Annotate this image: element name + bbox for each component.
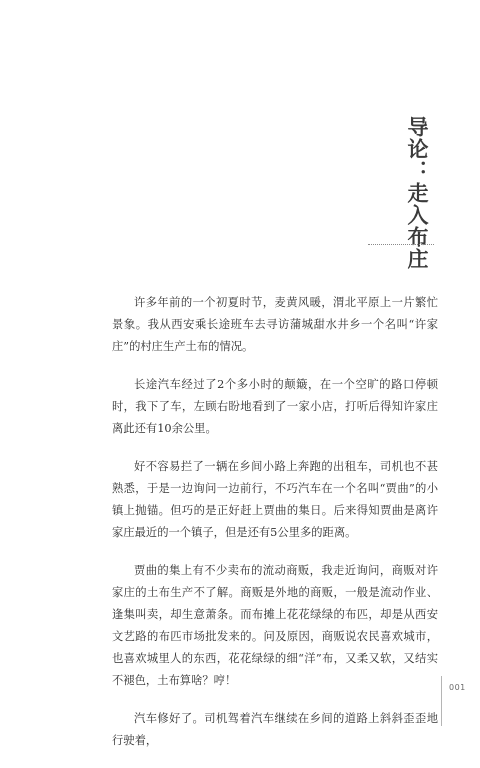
chapter-title: 导论：走入布庄: [405, 116, 429, 270]
paragraph-1: 许多年前的一个初夏时节，麦黄风暖，渭北平原上一片繁忙景象。我从西安乘长途班车去寻访蒲城甜水井乡一个名叫“许家庄”的村庄生产土布的情况。: [112, 296, 438, 353]
body-text: [112, 292, 438, 768]
page-number: 001: [449, 683, 466, 692]
paragraph-2: 长途汽车经过了2个多小时的颠簸，在一个空旷的路口停顿时，我下了车，左顾右盼地看到了一家小店，打听后得知许家庄离此还有10余公里。: [112, 378, 438, 435]
title-dotted-divider: [368, 244, 434, 245]
paragraph-5: 汽车修好了。司机驾着汽车继续在乡间的道路上斜斜歪歪地行驶着，: [112, 712, 438, 747]
page-number-rule: [441, 676, 442, 726]
paragraph-4: 贾曲的集上有不少卖布的流动商贩，我走近询问，商贩对许家庄的土布生产不了解。商贩是外地的商贩，一般是流动作业、逢集叫卖，却生意萧条。而布摊上花花绿绿的布匹，却是从西安文艺路的布匹市场批发来的。问及原因，商贩说农民喜欢城市，也喜欢城里人的东西，花花绿绿的细“洋”布，又柔又软，又结实不褪色，土布算啥？哼！: [112, 564, 438, 687]
paragraph-3: 好不容易拦了一辆在乡间小路上奔跑的出租车，司机也不甚熟悉，于是一边询问一边前行，不巧汽车在一个名叫“贾曲”的小镇上抛锚。但巧的是正好赶上贾曲的集日。后来得知贾曲是离许家庄最近的一个镇子，但是还有5公里多的距离。: [112, 460, 438, 539]
